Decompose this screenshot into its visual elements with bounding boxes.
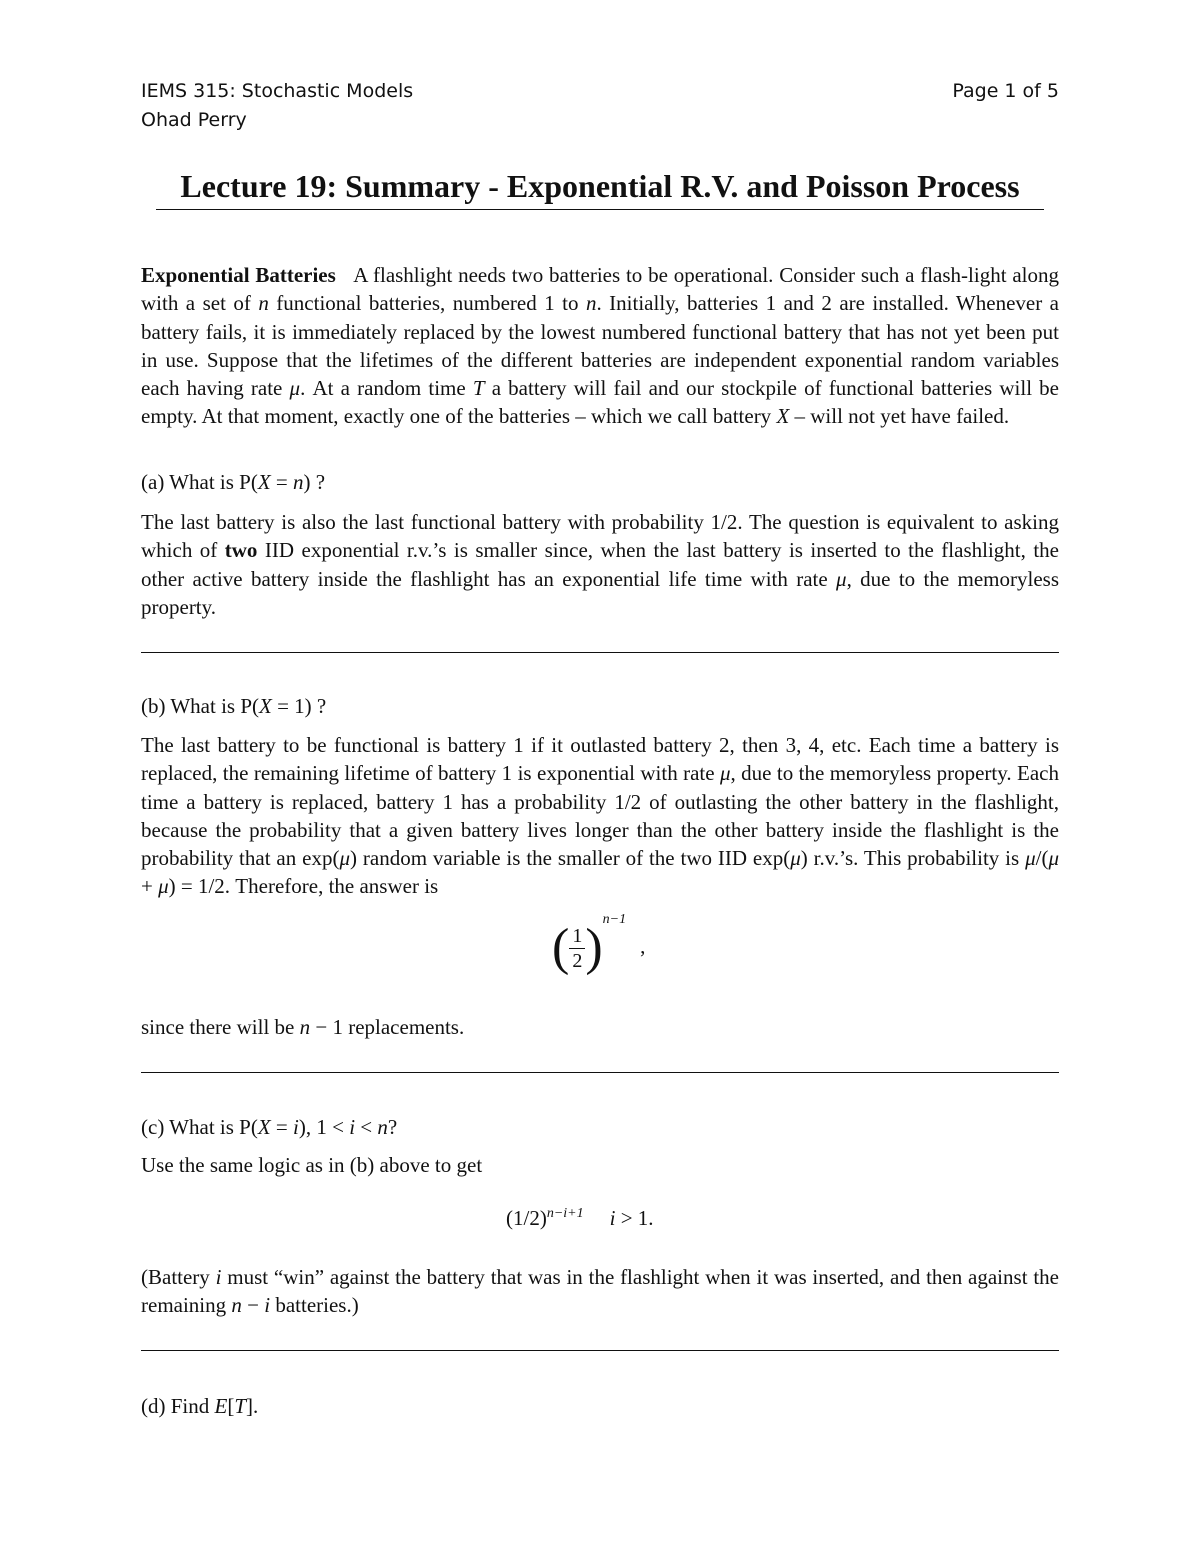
question-d: (d) Find E[T]. [141,1394,259,1418]
section-divider [141,1350,1059,1351]
question-b: (b) What is P(X = 1) ? [141,694,327,718]
section-heading: Exponential Batteries [141,263,336,287]
fraction: $\frac{1}{2}$ [569,924,585,973]
answer-b: The last battery to be functional is battery 1 if it outlasted battery 2, then 3, 4, etc. Each time a battery is replaced, the remaining lifetime of battery 1 is exponential with rate μ, due to the memoryless property. Each time a battery is replaced, battery 1 has a probability 1/2 of outlasting the other battery in the flashlight, because the probability that a given battery lives longer than the other battery inside the flashlight is the probability that an exp(μ) random variable is the smaller of the two IID exp(μ) r.v.’s. This probability is μ/(μ + μ) = 1/2. Therefore, the answer is [141,733,1059,899]
page-number: Page 1 of 5 [952,80,1059,102]
equation-b: ( $\frac{1}{2}$ )$^{n-1}$, [552,911,646,976]
answer-a: The last battery is also the last functional battery with probability 1/2. The question is equivalent to asking which of two IID exponential r.v.’s is smaller since, when the last battery is inserted to the flashlight, the other active battery inside the flashlight has an exponential life time with rate μ, due to the memoryless property. [141,510,1059,619]
answer-c: Use the same logic as in (b) above to get [141,1153,483,1177]
note-c: (Battery i must “win” against the battery that was in the flashlight when it was inserted, and then against the remaining n − i batteries.) [141,1265,1059,1318]
intro-paragraph: Exponential Batteries A flashlight needs two batteries to be operational. Consider such a flash-light along with a set of n functional batteries, numbered 1 to n. Initially, batteries 1 and 2 are installed. Whenever a battery fails, it is immediately replaced by the lowest numbered functional battery that has not yet been put in use. Suppose that the lifetimes of the different batteries are independent exponential random variables each having rate μ. At a random time T a battery will fail and our stockpile of functional batteries will be empty. At that moment, exactly one of the batteries – which we call battery X – will not yet have failed. [141,263,1059,429]
author-name: Ohad Perry [141,109,247,131]
answer-b-continued: since there will be n − 1 replacements. [141,1015,465,1039]
question-a: (a) What is P(X = n) ? [141,470,326,494]
equation-c: $(1/2)^{n-i+1}$ i > 1. [506,1206,654,1230]
lecture-title: Lecture 19: Summary - Exponential R.V. and Poisson Process [156,168,1044,210]
question-c: (c) What is P(X = i), 1 < i < n? [141,1115,398,1139]
section-divider [141,1072,1059,1073]
section-divider [141,652,1059,653]
course-name: IEMS 315: Stochastic Models [141,80,414,102]
